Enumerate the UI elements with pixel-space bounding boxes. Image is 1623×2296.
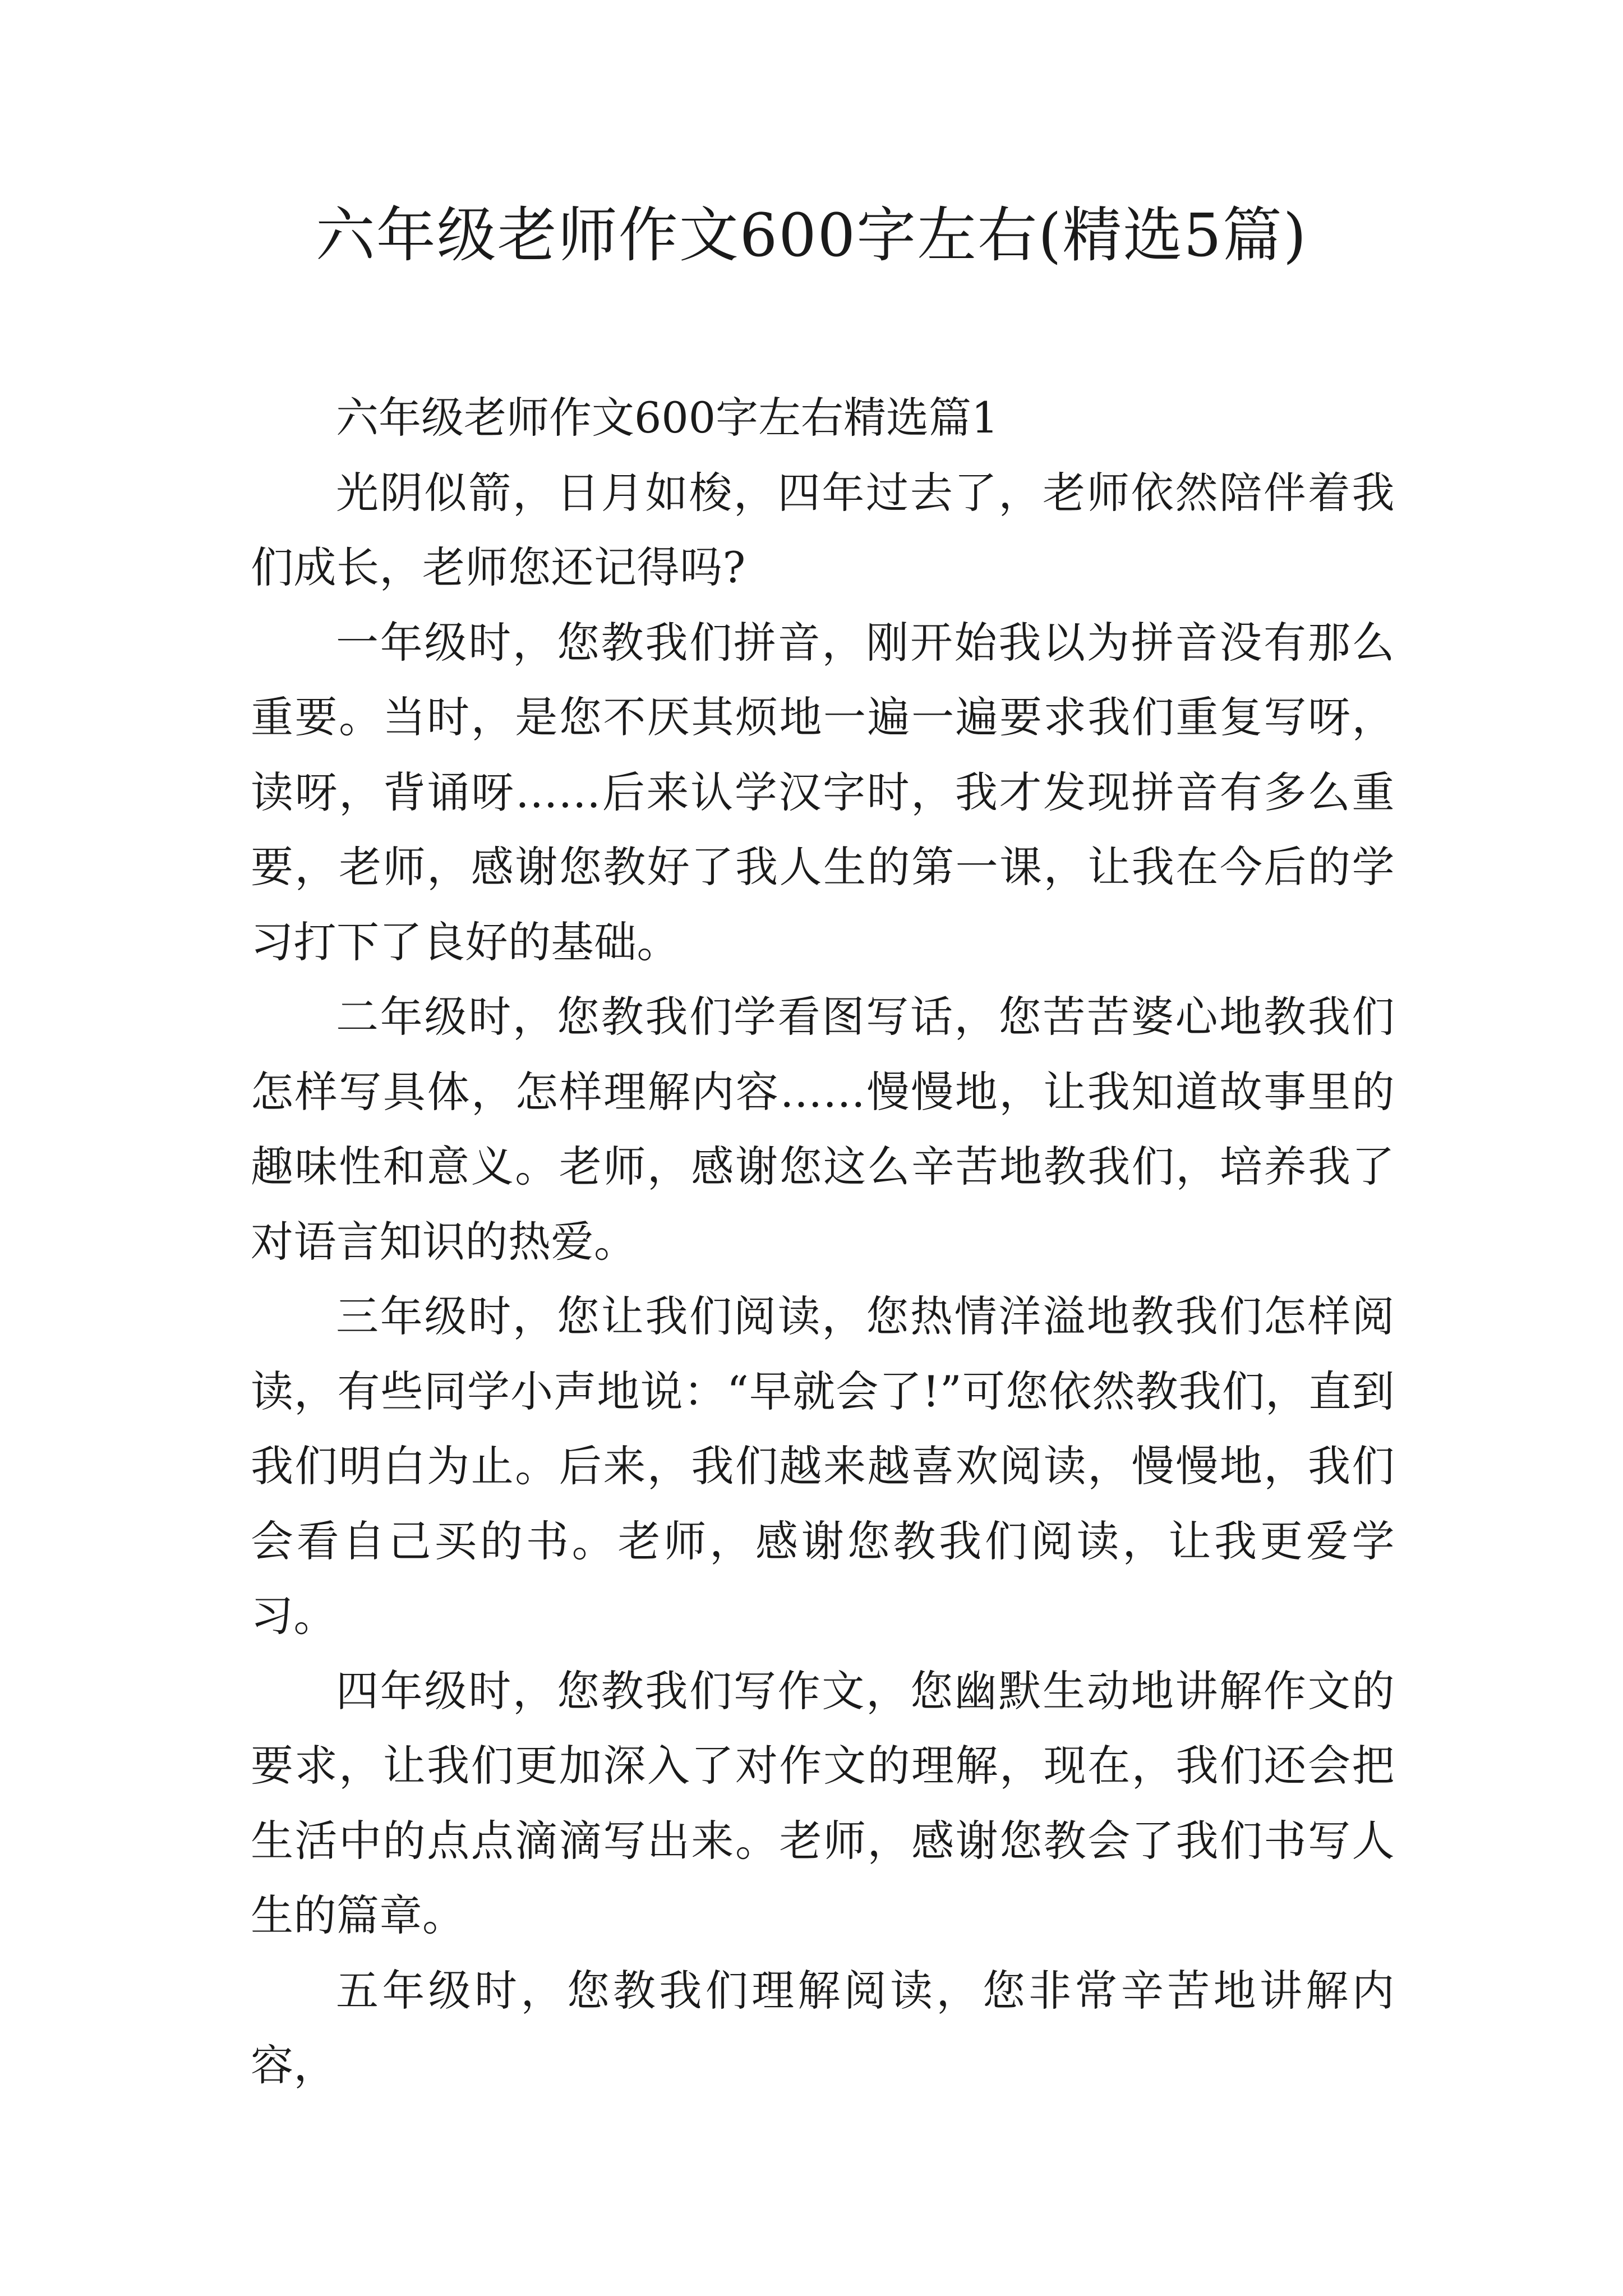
paragraph: 一年级时，您教我们拼音，刚开始我以为拼音没有那么重要。当时，是您不厌其烦地一遍一遍要求我们重复写呀，读呀，背诵呀……后来认学汉字时，我才发现拼音有多么重要，老师，感谢您教好了我人生的第一课，让我在今后的学习打下了良好的基础。 [251, 617, 1395, 967]
document-body [251, 380, 1395, 2103]
paragraph: 二年级时，您教我们学看图写话，您苦苦婆心地教我们怎样写具体，怎样理解内容……慢慢地，让我知道故事里的趣味性和意义。老师，感谢您这么辛苦地教我们，培养我了对语言知识的热爱。 [251, 992, 1395, 1267]
document-title: 六年级老师作文600字左右(精选5篇) [315, 201, 1308, 270]
paragraph: 四年级时，您教我们写作文，您幽默生动地讲解作文的要求，让我们更加深入了对作文的理解，现在，我们还会把生活中的点点滴滴写出来。老师，感谢您教会了我们书写人生的篇章。 [251, 1665, 1395, 1940]
paragraph: 三年级时，您让我们阅读，您热情洋溢地教我们怎样阅读，有些同学小声地说：“早就会了!”可您依然教我们，直到我们明白为止。后来，我们越来越喜欢阅读，慢慢地，我们会看自己买的书。老师，感谢您教我们阅读，让我更爱学习。 [251, 1291, 1395, 1641]
paragraph: 五年级时，您教我们理解阅读，您非常辛苦地讲解内容， [251, 1965, 1395, 2090]
paragraph: 光阴似箭，日月如梭，四年过去了，老师依然陪伴着我们成长，老师您还记得吗? [251, 467, 1395, 592]
section-heading: 六年级老师作文600字左右精选篇1 [336, 393, 999, 443]
